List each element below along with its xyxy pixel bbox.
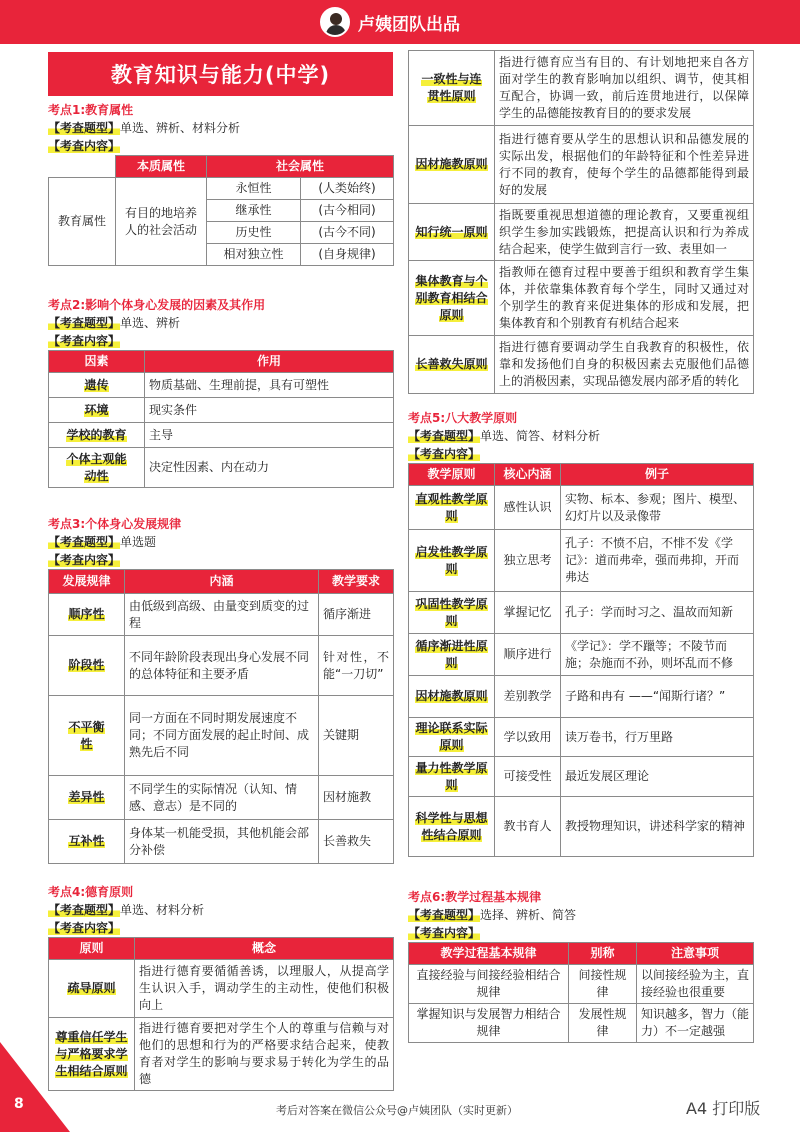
header-requirement: 教学要求 (319, 570, 394, 594)
page-corner (0, 1042, 70, 1132)
law-name: 互补性 (68, 834, 105, 848)
page-number: 8 (14, 1096, 24, 1112)
development-table (48, 569, 394, 864)
table-cell: 继承性 (207, 200, 301, 222)
content-label: 【考查内容】 (408, 926, 481, 940)
law-alias: 发展性规律 (569, 1004, 637, 1043)
section-title: 考点2:影响个体身心发展的因素及其作用 (48, 298, 266, 312)
header-principle: 原则 (49, 938, 135, 960)
law-meaning: 同一方面在不同时期发展速度不同；不同方面发展的起止时间、成熟先后不同 (125, 696, 319, 776)
table-cell: (自身规律) (301, 244, 394, 266)
principle-core: 可接受性 (495, 757, 561, 797)
table-cell: 相对独立性 (207, 244, 301, 266)
principle-core: 差别教学 (495, 676, 561, 718)
principle-core: 顺序进行 (495, 634, 561, 676)
principle-name: 集体教育与个别教育相结合原则 (415, 273, 488, 322)
principle-example: 教授物理知识，讲述科学家的精神 (561, 797, 754, 857)
moral-principle-table (48, 937, 394, 1091)
principle-name: 巩固性教学原则 (415, 596, 488, 628)
section-6 (408, 888, 753, 1043)
content-label: 【考查内容】 (48, 553, 121, 567)
principle-name: 因材施教原则 (415, 157, 488, 171)
law-meaning: 身体某一机能受损，其他机能会部分补偿 (125, 820, 319, 864)
header-concept: 概念 (135, 938, 394, 960)
principle-example: 孔子：学而时习之、温故而知新 (561, 592, 754, 634)
factor-role: 物质基础、生理前提，具有可塑性 (145, 373, 394, 398)
attribute-table (48, 155, 394, 266)
principle-core: 掌握记忆 (495, 592, 561, 634)
factor-name: 遗传 (84, 377, 109, 392)
principle-core: 教书育人 (495, 797, 561, 857)
nature-cell: 有目的地培养人的社会活动 (116, 178, 207, 266)
header-role: 作用 (145, 351, 394, 373)
page-title: 教育知识与能力(中学) (48, 52, 393, 96)
factor-role: 现实条件 (145, 398, 394, 423)
avatar (320, 7, 350, 37)
section-5 (408, 409, 753, 857)
factor-role: 主导 (145, 423, 394, 448)
law-requirement: 因材施教 (319, 776, 394, 820)
question-types: 【考查题型】选择、辨析、简答 (408, 908, 577, 922)
section-title: 考点1:教育属性 (48, 103, 134, 117)
footer-note: 考后对答案在微信公众号@卢姨团队（实时更新） (276, 1104, 518, 1117)
content-label: 【考查内容】 (408, 447, 481, 461)
principle-example: 《学记》：学不躐等；不陵节而施；杂施而不孙，则坏乱而不修 (561, 634, 754, 676)
question-types: 【考查题型】单选、辨析 (48, 316, 181, 330)
principle-concept: 指进行德育要循循善诱，以理服人，从提高学生认识入手，调动学生的主动性，使他们积极向上 (135, 960, 394, 1018)
section-3 (48, 515, 393, 864)
table-cell: (人类始终) (301, 178, 394, 200)
teaching-principle-table (408, 463, 754, 857)
principle-name: 长善救失原则 (415, 357, 488, 371)
content-label: 【考查内容】 (48, 921, 121, 935)
principle-example: 最近发展区理论 (561, 757, 754, 797)
principle-concept: 指教师在德育过程中要善于组织和教育学生集体，并依靠集体教育每个学生，同时又通过对个别学生的教育来促进集体的形成和发展，把集体教育和个别教育有机结合起来 (495, 261, 754, 336)
law-requirement: 循序渐进 (319, 594, 394, 636)
law-name: 不平衡性 (68, 719, 105, 751)
section-4-continued (408, 50, 753, 394)
header-nature: 本质属性 (116, 156, 207, 178)
law-meaning: 由低级到高级、由量变到质变的过程 (125, 594, 319, 636)
principle-concept: 指进行德育应当有目的、有计划地把来自各方面对学生的教育影响加以组织、调节，使其相互配合，协调一致，前后连贯地进行，以保障学生的品德能按教育目的的要求发展 (495, 51, 754, 126)
law-name: 直接经验与间接经验相结合规律 (409, 965, 569, 1004)
law-name: 顺序性 (68, 607, 105, 621)
law-requirement: 关键期 (319, 696, 394, 776)
law-alias: 间接性规律 (569, 965, 637, 1004)
teaching-process-table (408, 942, 754, 1043)
header-example: 例子 (561, 464, 754, 486)
law-meaning: 不同学生的实际情况（认知、情感、意志）是不同的 (125, 776, 319, 820)
brand-label: 卢姨团队出品 (358, 14, 460, 35)
principle-example: 孔子：不愤不启，不悱不发《学记》：道而弗牵，强而弗抑，开而弗达 (561, 530, 754, 592)
principle-name: 启发性教学原则 (415, 544, 488, 576)
content-label: 【考查内容】 (48, 334, 121, 348)
principle-core: 感性认识 (495, 486, 561, 530)
law-requirement: 长善救失 (319, 820, 394, 864)
principle-example: 子路和冉有 ——“闻斯行诸？” (561, 676, 754, 718)
question-types: 【考查题型】单选题 (48, 535, 157, 549)
question-types: 【考查题型】单选、辨析、材料分析 (48, 121, 241, 135)
section-2 (48, 296, 393, 488)
header-law: 发展规律 (49, 570, 125, 594)
table-cell: 永恒性 (207, 178, 301, 200)
moral-principle-table-continued (408, 50, 754, 394)
principle-name: 理论联系实际原则 (415, 721, 488, 752)
law-name: 阶段性 (68, 658, 105, 672)
header-social: 社会属性 (207, 156, 394, 178)
principle-concept: 指进行德育要调动学生自我教育的积极性，依靠和发扬他们自身的积极因素去克服他们品德上的消极因素，实现品德发展内部矛盾的转化 (495, 336, 754, 394)
law-requirement: 针对性，不能“一刀切” (319, 636, 394, 696)
principle-name: 因材施教原则 (415, 689, 488, 703)
factor-name: 个体主观能动性 (66, 451, 127, 483)
section-4 (48, 883, 393, 1091)
content-label: 【考查内容】 (48, 139, 121, 153)
principle-example: 读万卷书，行万里路 (561, 718, 754, 757)
table-cell: (古今相同) (301, 200, 394, 222)
law-notes: 以间接经验为主，直接经验也很重要 (637, 965, 754, 1004)
principle-name: 循序渐进性原则 (415, 638, 488, 670)
question-types: 【考查题型】单选、简答、材料分析 (408, 429, 601, 443)
law-name: 差异性 (68, 790, 105, 804)
law-meaning: 不同年龄阶段表现出身心发展不同的总体特征和主要矛盾 (125, 636, 319, 696)
factor-name: 环境 (84, 402, 109, 417)
header-principle: 教学原则 (409, 464, 495, 486)
principle-concept: 指进行德育要从学生的思想认识和品德发展的实际出发，根据他们的年龄特征和个性差异进行不同的教育，使每个学生的品德都能得到最好的发展 (495, 126, 754, 204)
factor-name: 学校的教育 (66, 427, 127, 442)
principle-concept: 指进行德育要把对学生个人的尊重与信赖与对他们的思想和行为的严格要求结合起来，使教育者对学生的影响与要求易于转化为学生的品德 (135, 1018, 394, 1091)
law-notes: 知识越多，智力（能力）不一定越强 (637, 1004, 754, 1043)
section-title: 考点3:个体身心发展规律 (48, 517, 182, 531)
principle-concept: 指既要重视思想道德的理论教育，又要重视组织学生参加实践锻炼，把提高认识和行为养成结合起来，使学生做到言行一致、表里如一 (495, 204, 754, 261)
header-alias: 别称 (569, 943, 637, 965)
header-law: 教学过程基本规律 (409, 943, 569, 965)
section-1 (48, 101, 393, 266)
header-factor: 因素 (49, 351, 145, 373)
factor-table (48, 350, 394, 488)
factor-role: 决定性因素、内在动力 (145, 448, 394, 488)
print-version: A4 打印版 (686, 1099, 761, 1118)
table-cell: 历史性 (207, 222, 301, 244)
principle-name: 疏导原则 (67, 981, 116, 995)
row-label: 教育属性 (49, 178, 116, 266)
table-cell: (古今不同) (301, 222, 394, 244)
principle-name: 量力性教学原则 (415, 760, 488, 792)
principle-name: 一致性与连贯性原则 (421, 72, 482, 103)
principle-name: 尊重信任学生与严格要求学生相结合原则 (55, 1029, 128, 1078)
principle-example: 实物、标本、参观；图片、模型、幻灯片以及录像带 (561, 486, 754, 530)
header-notes: 注意事项 (637, 943, 754, 965)
header-meaning: 内涵 (125, 570, 319, 594)
header-core: 核心内涵 (495, 464, 561, 486)
principle-core: 学以致用 (495, 718, 561, 757)
section-title: 考点6:教学过程基本规律 (408, 890, 542, 904)
principle-name: 直观性教学原则 (415, 491, 488, 523)
section-title: 考点5:八大教学原则 (408, 411, 518, 425)
principle-name: 知行统一原则 (415, 224, 488, 239)
question-types: 【考查题型】单选、材料分析 (48, 903, 205, 917)
principle-name: 科学性与思想性结合原则 (415, 810, 488, 842)
law-name: 掌握知识与发展智力相结合规律 (409, 1004, 569, 1043)
brand (320, 6, 460, 38)
section-title: 考点4:德育原则 (48, 885, 134, 899)
principle-core: 独立思考 (495, 530, 561, 592)
